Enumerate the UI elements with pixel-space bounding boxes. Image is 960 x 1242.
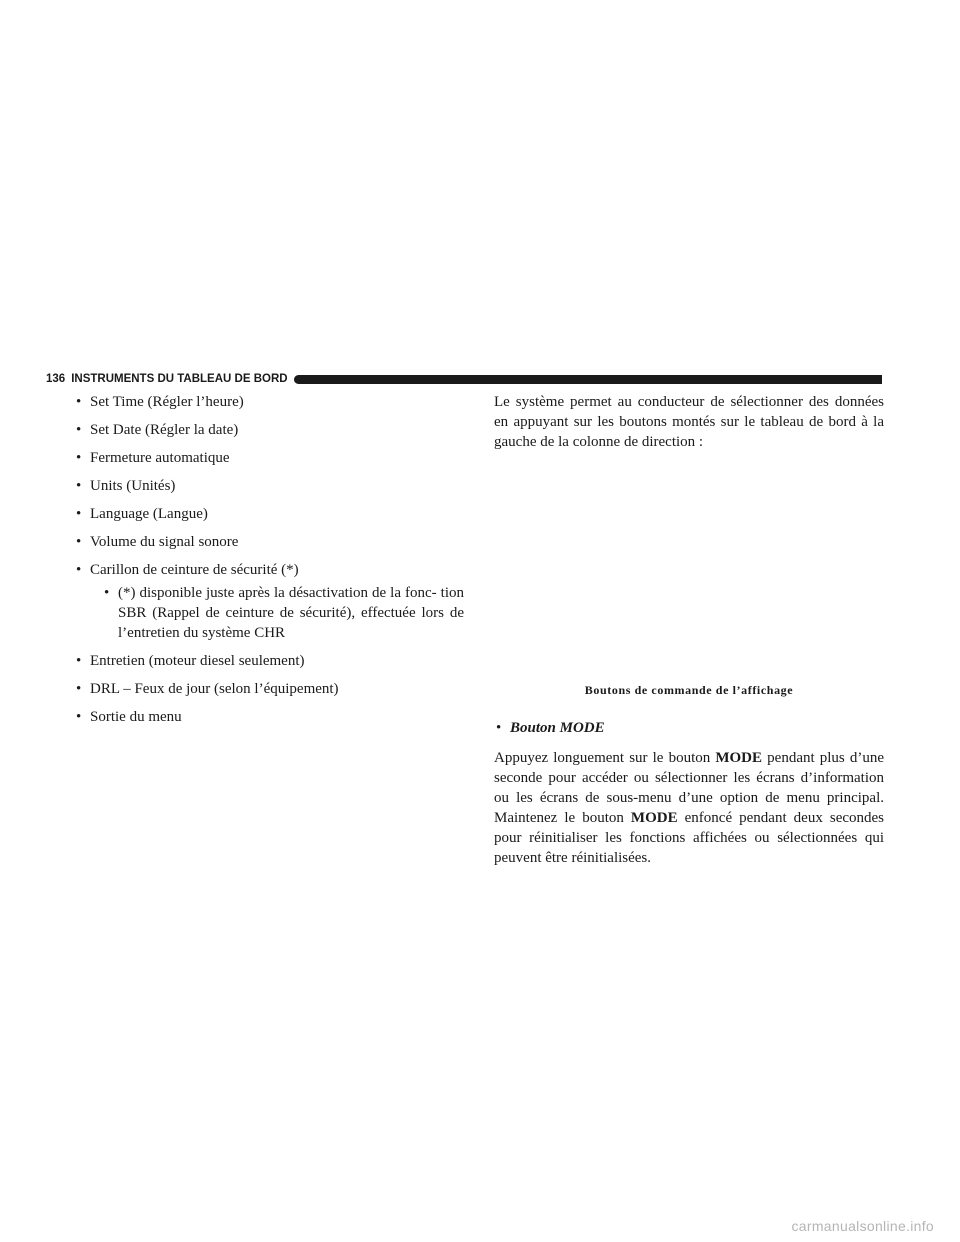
list-item: • Entretien (moteur diesel seulement) xyxy=(74,651,464,671)
list-item: • Set Date (Régler la date) xyxy=(74,420,464,440)
list-item: • Fermeture automatique xyxy=(74,448,464,468)
mode-paragraph xyxy=(494,748,884,868)
mode-button-heading: • Bouton MODE xyxy=(494,718,884,738)
mode-bold-1: MODE xyxy=(715,750,763,766)
mode-text-1: Appuyez longuement sur le bouton xyxy=(494,750,716,766)
list-item: • Language (Langue) xyxy=(74,504,464,524)
sub-list-item: • (*) disponible juste après la désactivation de la fonc- tion SBR (Rappel de ceinture de sécurité), effectuée lors de l’entretien du système CHR xyxy=(102,583,464,643)
figure-placeholder xyxy=(494,452,884,680)
list-item-label: Carillon de ceinture de sécurité (*) xyxy=(90,562,299,578)
intro-paragraph: Le système permet au conducteur de sélectionner des données en appuyant sur les boutons montés sur le tableau de bord à la gauche de la colonne de direction : xyxy=(494,394,884,450)
sub-list xyxy=(102,583,464,643)
list-item: • Volume du signal sonore xyxy=(74,532,464,552)
mode-text-3: enfoncé pendant deux secondes pour réinitialiser les fonctions affichées ou sélectionnées qui peuvent être réinitialisées. xyxy=(494,810,885,866)
watermark: carmanualsonline.info xyxy=(791,1218,934,1234)
mode-text-2: pendant plus d’une seconde pour accéder ou sélectionner les écrans d’information ou les écrans de sous-menu d’une option de menu principal. Maintenez le bouton xyxy=(494,750,885,826)
right-column xyxy=(494,392,884,868)
list-item-seatbelt-chime xyxy=(74,560,464,643)
mode-bold-2: MODE xyxy=(630,810,678,826)
page-number: 136 xyxy=(46,373,66,385)
list-item: • Sortie du menu xyxy=(74,707,464,727)
page-header xyxy=(46,372,882,386)
left-column xyxy=(74,392,464,735)
list-item: • Units (Unités) xyxy=(74,476,464,496)
list-item: • Set Time (Régler l’heure) xyxy=(74,392,464,412)
header-rule xyxy=(294,375,882,384)
figure-caption: Boutons de commande de l’affichage xyxy=(584,683,794,697)
list-item: • DRL – Feux de jour (selon l’équipement) xyxy=(74,679,464,699)
section-title: INSTRUMENTS DU TABLEAU DE BORD xyxy=(71,373,288,385)
